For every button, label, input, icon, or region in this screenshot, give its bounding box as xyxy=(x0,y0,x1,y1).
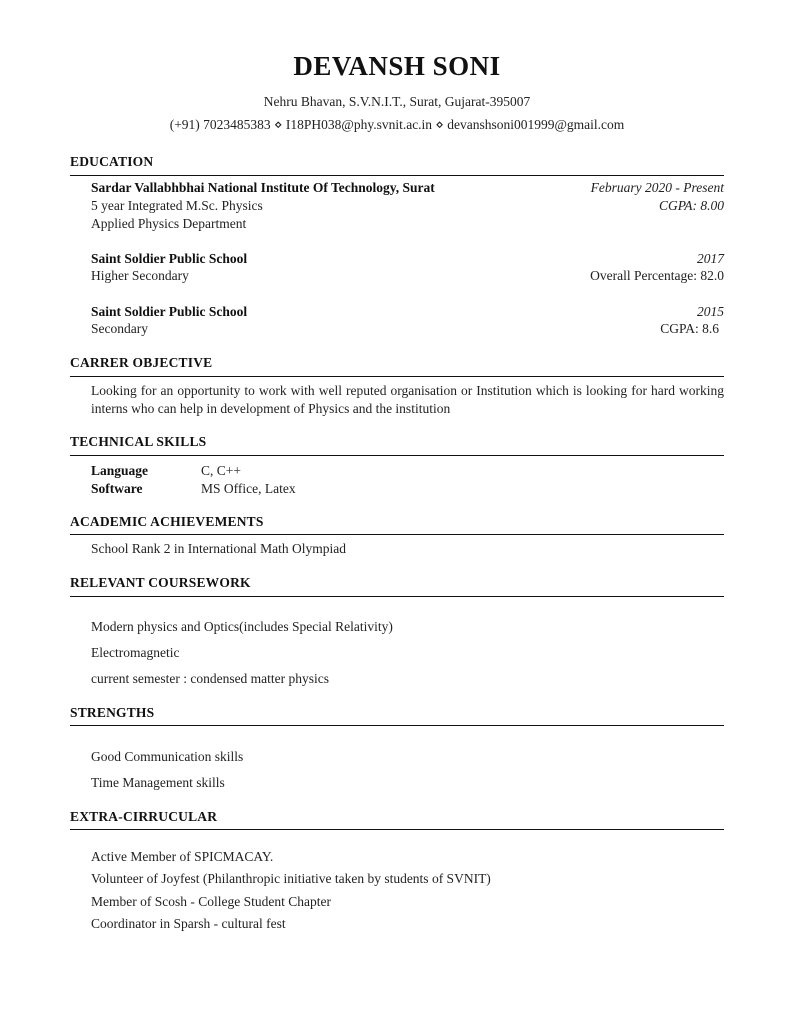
list-item: Member of Scosh - College Student Chapter xyxy=(91,894,331,909)
skill-label: Software xyxy=(91,481,143,496)
divider xyxy=(70,175,724,176)
section-heading-achievements: ACADEMIC ACHIEVEMENTS xyxy=(70,514,264,529)
list-item: Electromagnetic xyxy=(91,645,180,660)
date: February 2020 - Present xyxy=(590,180,724,195)
address: Nehru Bhavan, S.V.N.I.T., Surat, Gujarat-395007 xyxy=(263,94,531,109)
score: CGPA: 8.00 xyxy=(658,198,724,213)
date: 2017 xyxy=(697,251,724,266)
contact-info: (+91) 7023485383 ⋄ I18PH038@phy.svnit.ac.in ⋄ devanshsoni001999@gmail.com xyxy=(169,117,625,132)
divider xyxy=(70,829,724,830)
objective-text: Looking for an opportunity to work with well reputed organisation or Institution which is looking for hard working interns who can help in development of Physics and the institution xyxy=(91,383,724,416)
department: Applied Physics Department xyxy=(91,216,247,231)
degree: Secondary xyxy=(91,321,148,336)
divider xyxy=(70,376,724,377)
section-heading-coursework: RELEVANT COURSEWORK xyxy=(70,575,251,590)
degree: 5 year Integrated M.Sc. Physics xyxy=(91,198,263,213)
list-item: Time Management skills xyxy=(91,775,225,790)
institution: Sardar Vallabhbhai National Institute Of Technology, Surat xyxy=(91,180,435,195)
skill-value: C, C++ xyxy=(201,463,241,478)
date: 2015 xyxy=(697,304,724,319)
list-item: current semester : condensed matter physics xyxy=(91,671,330,686)
score: CGPA: 8.6 xyxy=(660,321,719,336)
list-item: Coordinator in Sparsh - cultural fest xyxy=(91,916,286,931)
degree: Higher Secondary xyxy=(91,268,189,283)
institution: Saint Soldier Public School xyxy=(91,304,248,319)
section-heading-extracurricular: EXTRA-CIRRUCULAR xyxy=(70,809,218,824)
section-heading-education: EDUCATION xyxy=(70,154,154,169)
score: Overall Percentage: 82.0 xyxy=(590,268,724,283)
skill-value: MS Office, Latex xyxy=(201,481,296,496)
institution: Saint Soldier Public School xyxy=(91,251,248,266)
divider xyxy=(70,725,724,726)
list-item: School Rank 2 in International Math Olympiad xyxy=(91,541,346,556)
list-item: Active Member of SPICMACAY. xyxy=(91,849,274,864)
skill-label: Language xyxy=(91,463,149,478)
section-heading-objective: CARRER OBJECTIVE xyxy=(70,355,213,370)
list-item: Volunteer of Joyfest (Philanthropic initiative taken by students of SVNIT) xyxy=(91,871,491,886)
list-item: Good Communication skills xyxy=(91,749,244,764)
candidate-name: DEVANSH SONI xyxy=(293,51,501,81)
section-heading-skills: TECHNICAL SKILLS xyxy=(70,434,207,449)
divider xyxy=(70,455,724,456)
divider xyxy=(70,534,724,535)
list-item: Modern physics and Optics(includes Special Relativity) xyxy=(91,619,393,634)
section-heading-strengths: STRENGTHS xyxy=(70,705,155,720)
divider xyxy=(70,596,724,597)
